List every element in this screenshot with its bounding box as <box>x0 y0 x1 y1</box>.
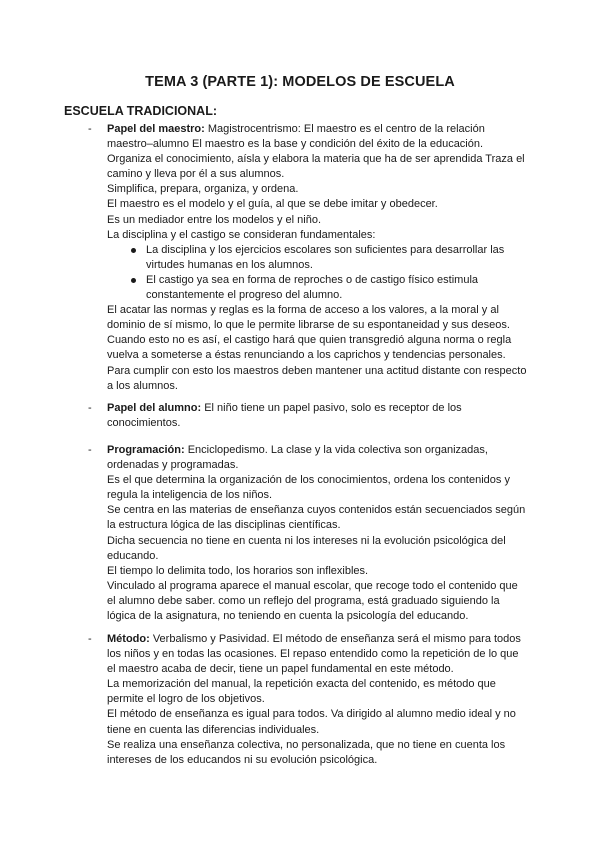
sub-bullet-item <box>128 243 528 273</box>
item-lead <box>107 122 528 152</box>
bullet-dot-icon <box>131 278 136 283</box>
item-line: Se centra en las materias de enseñanza cuyos contenidos están secuenciados según la estructura lógica de las disciplinas científicas. <box>107 504 526 532</box>
item-lead <box>107 632 528 677</box>
item-metodo <box>88 632 528 768</box>
item-papel-del-maestro <box>88 122 528 394</box>
item-lead-text: Verbalismo y Pasividad. El método de enseñanza será el mismo para todos los niños y en todas las ocasiones. El repaso entendido como la repetición de lo que el maestro acaba de decir, tiene un papel fundamental en este método. <box>107 633 521 676</box>
item-line: El tiempo lo delimita todo, los horarios son inflexibles. <box>107 564 369 577</box>
sub-bullet-item <box>128 273 528 303</box>
item-line: La disciplina y el castigo se consideran fundamentales: <box>107 228 376 241</box>
item-lead-text: Magistrocentrismo: El maestro es el centro de la relación maestro–alumno El maestro es la base y condición del éxito de la educación. <box>107 123 485 151</box>
item-label: Método: <box>107 633 150 645</box>
item-label: Programación: <box>107 444 185 456</box>
bullet-dot-icon <box>131 248 136 253</box>
item-line: El maestro es el modelo y el guía, al que se debe imitar y obedecer. <box>107 198 438 211</box>
item-line: Para cumplir con esto los maestros deben mantener una actitud distante con respecto a los alumnos. <box>107 364 527 392</box>
item-line: El acatar las normas y reglas es la forma de acceso a los valores, a la moral y al dominio de sí mismo, lo que le permite librarse de su espontaneidad y sus deseos. <box>107 304 510 332</box>
item-lead <box>107 443 528 473</box>
item-line: Dicha secuencia no tiene en cuenta ni los intereses ni la evolución psicológica del educando. <box>107 534 506 562</box>
item-programacion <box>88 443 528 624</box>
list-dash: - <box>88 402 92 414</box>
item-line: Vinculado al programa aparece el manual escolar, que recoge todo el contenido que el alumno debe saber. como un reflejo del programa, está graduado siguiendo la lógica de la asignatura, no teniendo en cuenta la psicología del educando. <box>107 579 518 623</box>
item-line: Simplifica, prepara, organiza, y ordena. <box>107 183 299 196</box>
item-label: Papel del maestro: <box>107 123 205 135</box>
item-line: La memorización del manual, la repetición exacta del contenido, es método que permite el logro de los objetivos. <box>107 678 496 706</box>
sub-bullet-list <box>107 243 528 303</box>
item-line: Es un mediador entre los modelos y el niño. <box>107 213 322 226</box>
item-lead-text: Enciclopedismo. La clase y la vida colectiva son organizadas, ordenadas y programadas. <box>107 444 488 472</box>
item-line: Cuando esto no es así, el castigo hará que quien transgredió alguna norma o regla vuelva a someterse a éstas renunciando a los caprichos y tendencias personales. <box>107 334 512 362</box>
section-heading: ESCUELA TRADICIONAL: <box>64 104 218 118</box>
list-dash: - <box>88 633 92 645</box>
item-line: Es el que determina la organización de los conocimientos, ordena los contenidos y regula la inteligencia de los niños. <box>107 474 510 502</box>
sub-bullet-text: La disciplina y los ejercicios escolares son suficientes para desarrollar las virtudes humanas en los alumnos. <box>146 243 505 271</box>
sub-bullet-text: El castigo ya sea en forma de reproches o de castigo físico estimula constantemente el progreso del alumno. <box>146 273 479 302</box>
item-papel-del-alumno <box>88 401 528 431</box>
list-dash: - <box>88 123 92 135</box>
list-dash: - <box>88 444 92 456</box>
document-title: TEMA 3 (PARTE 1): MODELOS DE ESCUELA <box>145 74 455 90</box>
item-line: Organiza el conocimiento, aísla y elabora la materia que ha de ser aprendida Traza el camino y lleva por él a sus alumnos. <box>107 153 525 181</box>
item-lead-text: El niño tiene un papel pasivo, solo es receptor de los conocimientos. <box>107 402 462 430</box>
item-lead <box>107 401 528 431</box>
item-line: El método de enseñanza es igual para todos. Va dirigido al alumno medio ideal y no tiene en cuenta las diferencias individuales. <box>107 708 516 736</box>
item-label: Papel del alumno: <box>107 402 202 414</box>
item-line: Se realiza una enseñanza colectiva, no personalizada, que no tiene en cuenta los intereses de los educandos ni su evolución psicológica. <box>107 738 506 766</box>
